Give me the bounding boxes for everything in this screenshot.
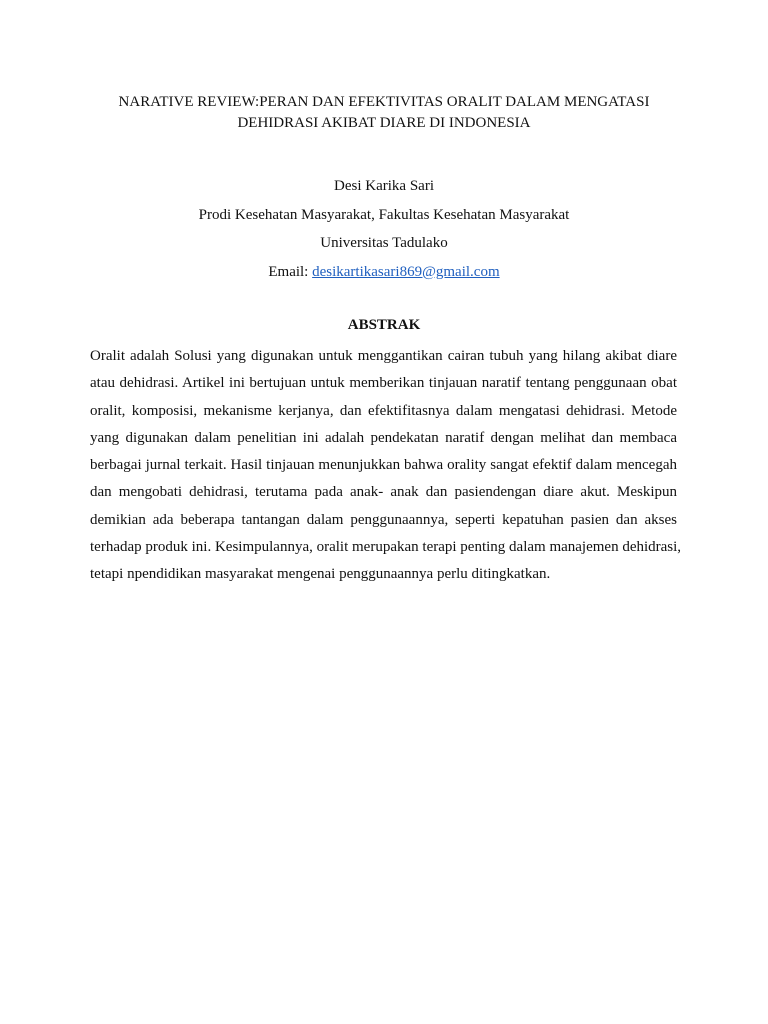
abstract-line: Oralit adalah Solusi yang digunakan untuk menggantikan cairan tubuh yang hilang akibat diare bbox=[90, 348, 677, 364]
paper-title-line-2: DEHIDRASI AKIBAT DIARE DI INDONESIA bbox=[237, 115, 531, 131]
author-block bbox=[60, 172, 708, 286]
author-name: Desi Karika Sari bbox=[334, 178, 434, 194]
paper-title bbox=[60, 92, 708, 134]
abstract-body bbox=[90, 343, 682, 589]
abstract-line: terhadap produk ini. Kesimpulannya, oralit merupakan terapi penting dalam manajemen dehidrasi, bbox=[90, 539, 682, 556]
abstract-line: yang digunakan dalam penelitian ini adalah pendekatan naratif dengan melihat dan membaca bbox=[90, 429, 677, 446]
abstract-line: atau dehidrasi. Artikel ini bertujuan untuk memberikan tinjauan naratif tentang penggunaan obat bbox=[90, 375, 677, 392]
email-label: Email: bbox=[268, 263, 313, 280]
abstract-line: tetapi npendidikan masyarakat mengenai penggunaannya perlu ditingkatkan. bbox=[90, 566, 551, 583]
author-email-line bbox=[60, 258, 708, 287]
abstract-heading: ABSTRAK bbox=[347, 317, 421, 333]
abstract-line: dan mengobati dehidrasi, terutama pada anak- anak dan pasiendengan diare akut. Meskipun bbox=[90, 484, 677, 501]
author-university: Universitas Tadulako bbox=[320, 235, 448, 251]
abstract-line: oralit, komposisi, mekanisme kerjanya, dan efektifitasnya dalam mengatasi dehidrasi. Metode bbox=[90, 402, 677, 419]
email-link[interactable]: desikartikasari869@gmail.com bbox=[312, 263, 500, 280]
paper-title-line-1: NARATIVE REVIEW:PERAN DAN EFEKTIVITAS ORALIT DALAM MENGATASI bbox=[118, 94, 650, 110]
abstract-line: berbagai jurnal terkait. Hasil tinjauan menunjukkan bahwa orality sangat efektif dalam mencegah bbox=[90, 457, 677, 474]
author-affiliation: Prodi Kesehatan Masyarakat, Fakultas Kesehatan Masyarakat bbox=[198, 206, 570, 223]
abstract-line: demikian ada beberapa tantangan dalam penggunaannya, seperti kepatuhan pasien dan akses bbox=[90, 511, 677, 528]
